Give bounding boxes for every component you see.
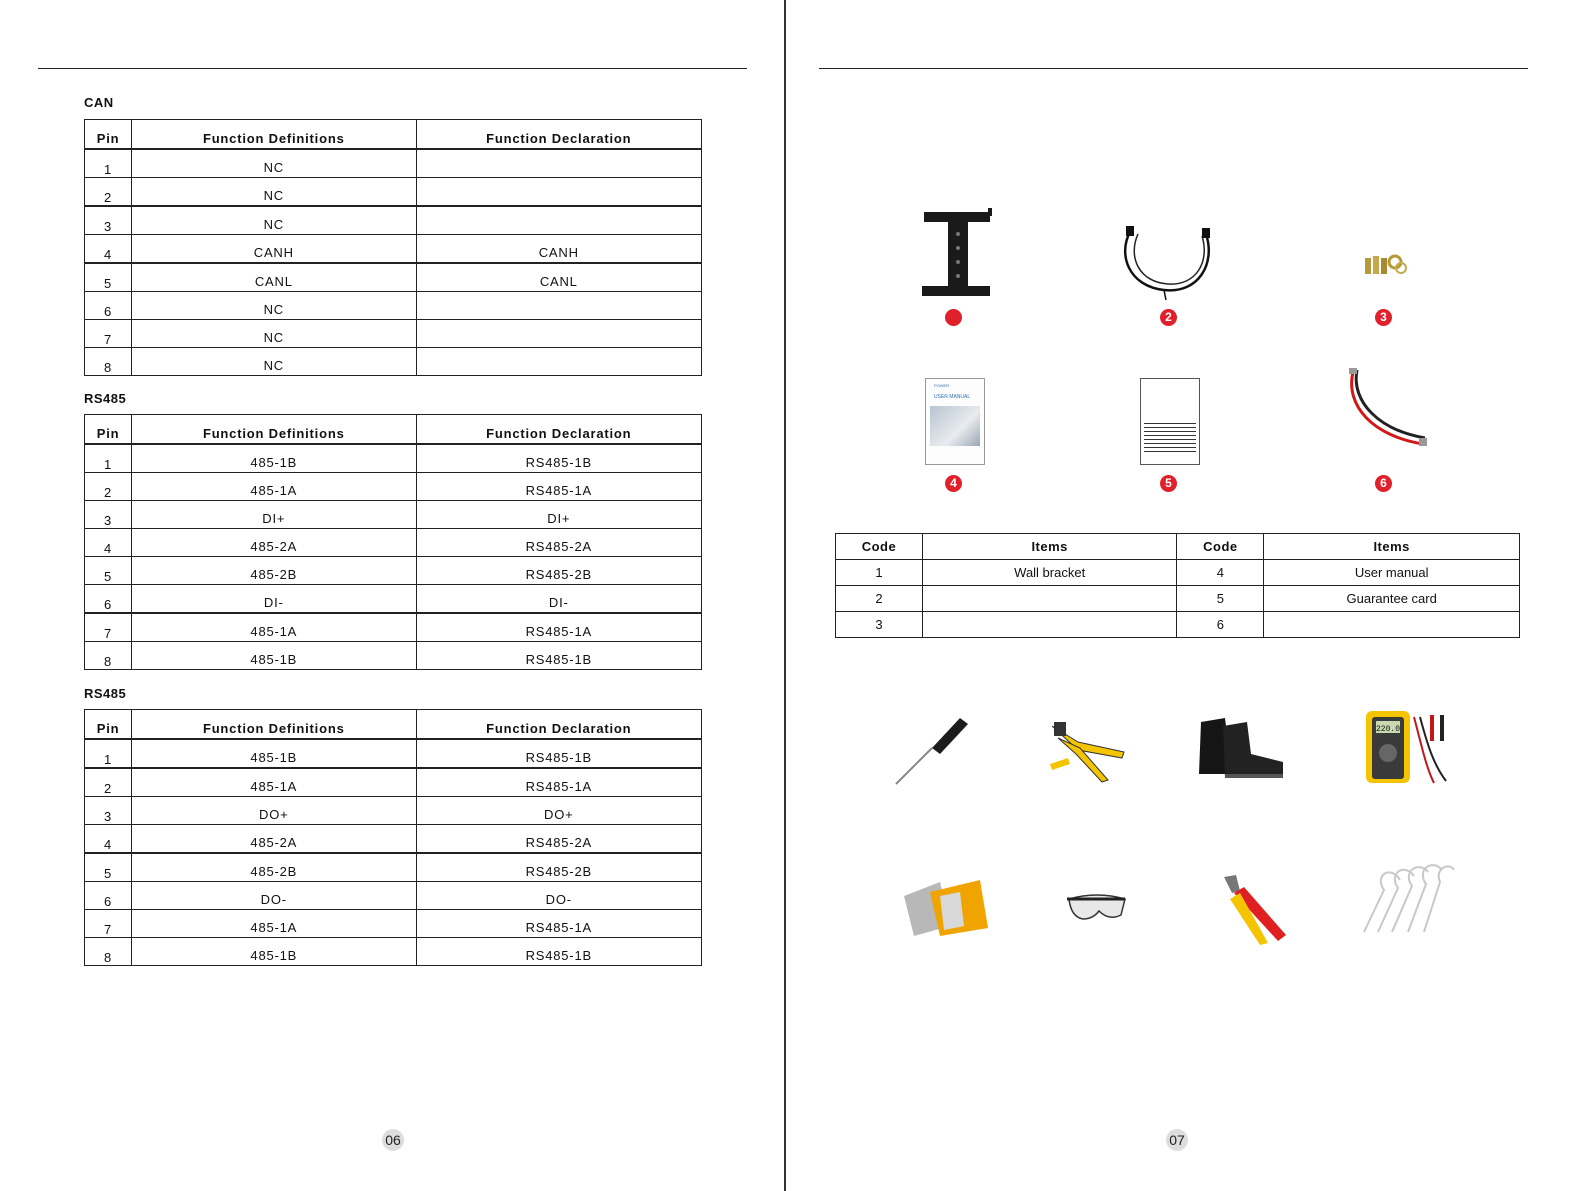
pin-cell: 5 [85,263,132,292]
function-definition-cell: 485-1B [132,938,416,966]
safety-glasses-icon [1065,889,1129,925]
header-code: Code [836,534,923,560]
function-definition-cell: 485-1A [132,613,416,642]
safety-boots-icon [1195,712,1287,782]
pin-cell: 5 [85,853,132,882]
function-declaration-cell [416,320,701,348]
pin-cell: 7 [85,320,132,348]
header-function-declaration: Function Declaration [416,120,701,150]
table-row [85,235,702,264]
table-row [85,613,702,642]
pin-cell: 4 [85,529,132,557]
table-row [85,178,702,207]
rs485-pin-table-1 [84,414,702,670]
function-definition-cell: DO+ [132,797,416,825]
table-row [836,560,1520,586]
function-declaration-cell: RS485-1A [416,613,701,642]
table-row [85,320,702,348]
function-definition-cell: DI+ [132,501,416,529]
function-definition-cell: NC [132,320,416,348]
cell: 3 [836,612,923,638]
function-definition-cell: 485-1A [132,473,416,501]
multimeter-display: 220.0 [1375,725,1401,734]
pin-cell: 3 [85,206,132,235]
pin-cell: 1 [85,149,132,178]
function-definition-cell: NC [132,178,416,207]
function-definition-cell: 485-1B [132,642,416,670]
table-row [85,853,702,882]
table-row [85,797,702,825]
header-code: Code [1177,534,1264,560]
cell: 4 [1177,560,1264,586]
header-function-definitions: Function Definitions [132,120,416,150]
function-declaration-cell [416,348,701,376]
header-function-definitions: Function Definitions [132,710,416,740]
pin-cell: 2 [85,473,132,501]
function-declaration-cell: RS485-1A [416,768,701,797]
pin-cell: 8 [85,348,132,376]
manual-cover-photo [930,406,980,446]
table-row [85,557,702,585]
function-declaration-cell: RS485-2A [416,825,701,854]
function-definition-cell: 485-2B [132,853,416,882]
table-row [85,768,702,797]
pin-cell: 7 [85,910,132,938]
function-definition-cell: 485-2B [132,557,416,585]
table-row [85,263,702,292]
pin-cell: 1 [85,739,132,768]
function-definition-cell: 485-2A [132,825,416,854]
function-declaration-cell: CANH [416,235,701,264]
cell: 6 [1177,612,1264,638]
table-row [85,825,702,854]
header-items: Items [1264,534,1520,560]
function-declaration-cell [416,292,701,320]
table-row [85,585,702,614]
can-pin-table [84,119,702,376]
table-row [85,910,702,938]
table-row [85,292,702,320]
function-definition-cell: NC [132,348,416,376]
function-definition-cell: DO- [132,882,416,910]
pin-cell: 3 [85,797,132,825]
wall-bracket-icon [918,206,996,302]
can-table-title: CAN [84,95,114,110]
table-row [85,642,702,670]
page-spine [784,0,786,1191]
pin-cell: 4 [85,825,132,854]
function-definition-cell: NC [132,292,416,320]
item-marker-3: 3 [1375,309,1392,326]
table-row [85,739,702,768]
table-row [85,529,702,557]
page-number-right: 07 [1166,1129,1188,1151]
header-pin: Pin [85,710,132,740]
pin-cell: 6 [85,585,132,614]
header-pin: Pin [85,415,132,445]
table-row [85,206,702,235]
function-declaration-cell: RS485-1A [416,910,701,938]
function-definition-cell: 485-2A [132,529,416,557]
manual-brand: POWER [934,383,950,388]
power-cables-icon [1343,366,1429,454]
crimping-tool-icon [1048,718,1128,784]
screwdriver-icon [892,712,972,788]
pin-cell: 7 [85,613,132,642]
cable-ties-icon [1360,860,1460,940]
header-function-declaration: Function Declaration [416,415,701,445]
item-marker-6: 6 [1375,475,1392,492]
function-declaration-cell: RS485-2B [416,853,701,882]
header-function-declaration: Function Declaration [416,710,701,740]
user-manual-icon [925,378,985,465]
rs485-table-1-title: RS485 [84,391,127,406]
multimeter-icon [1364,707,1454,789]
pin-cell: 2 [85,178,132,207]
cell: Guarantee card [1264,586,1520,612]
cell: 5 [1177,586,1264,612]
item-marker-4: 4 [945,475,962,492]
table-row [85,444,702,473]
function-declaration-cell: RS485-2B [416,557,701,585]
function-declaration-cell: DO- [416,882,701,910]
function-declaration-cell [416,149,701,178]
function-definition-cell: NC [132,206,416,235]
function-declaration-cell: RS485-1B [416,739,701,768]
rs485-table-2-title: RS485 [84,686,127,701]
pin-cell: 5 [85,557,132,585]
pliers-icon [1220,873,1290,945]
function-declaration-cell: DO+ [416,797,701,825]
table-row [85,882,702,910]
pin-cell: 6 [85,292,132,320]
item-marker-1 [945,309,962,326]
function-declaration-cell: RS485-1B [416,938,701,966]
table-row [836,612,1520,638]
pin-cell: 3 [85,501,132,529]
pin-cell: 8 [85,938,132,966]
function-definition-cell: CANL [132,263,416,292]
function-declaration-cell: RS485-1A [416,473,701,501]
rs485-pin-table-2 [84,709,702,966]
function-declaration-cell [416,206,701,235]
function-definition-cell: NC [132,149,416,178]
function-definition-cell: 485-1B [132,444,416,473]
cable-icon [1118,224,1218,304]
cell: 2 [836,586,923,612]
pin-cell: 6 [85,882,132,910]
table-row [85,149,702,178]
header-items: Items [922,534,1177,560]
header-rule-right [819,68,1528,69]
screws-icon [1361,250,1409,280]
pin-cell: 2 [85,768,132,797]
cell [922,612,1177,638]
cell [922,586,1177,612]
item-marker-2: 2 [1160,309,1177,326]
function-declaration-cell: RS485-1B [416,642,701,670]
header-rule-left [38,68,747,69]
table-row [85,473,702,501]
function-definition-cell: 485-1A [132,768,416,797]
page-number-left: 06 [382,1129,404,1151]
table-row [85,348,702,376]
function-definition-cell: DI- [132,585,416,614]
guarantee-card-icon [1140,378,1200,465]
table-row [85,938,702,966]
function-declaration-cell [416,178,701,207]
pin-cell: 1 [85,444,132,473]
table-row [836,586,1520,612]
function-definition-cell: 485-1B [132,739,416,768]
cell: User manual [1264,560,1520,586]
function-declaration-cell: RS485-2A [416,529,701,557]
pin-cell: 4 [85,235,132,264]
manual-title: USER MANUAL [934,394,971,400]
function-definition-cell: 485-1A [132,910,416,938]
card-lines [1144,423,1196,455]
function-declaration-cell: RS485-1B [416,444,701,473]
function-declaration-cell: DI- [416,585,701,614]
header-pin: Pin [85,120,132,150]
function-declaration-cell: DI+ [416,501,701,529]
table-row [85,501,702,529]
function-declaration-cell: CANL [416,263,701,292]
package-items-table [835,533,1520,638]
cell: 1 [836,560,923,586]
function-definition-cell: CANH [132,235,416,264]
pin-cell: 8 [85,642,132,670]
item-marker-5: 5 [1160,475,1177,492]
cell [1264,612,1520,638]
cell: Wall bracket [922,560,1177,586]
gloves-icon [900,876,990,940]
header-function-definitions: Function Definitions [132,415,416,445]
